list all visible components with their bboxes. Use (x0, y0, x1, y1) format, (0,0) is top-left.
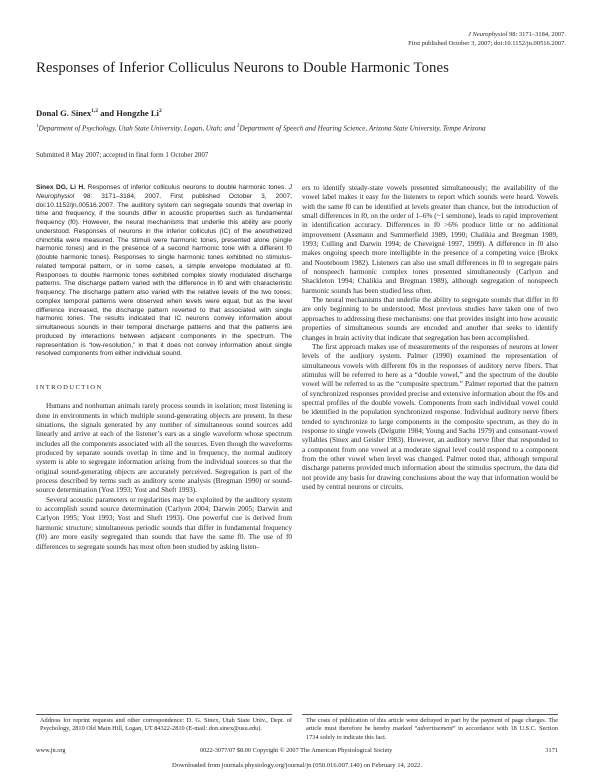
abstract-body: The auditory system can segregate sounds that overlap in time and frequency, if the sounds differ in acoustic properties such as fundamental frequency (f0). However, the neural mechanisms that underlie this ability are poorly understood. Responses of neurons in the inferior colliculus (IC) of the anesthetized chinchilla were measured. The stimuli were harmonic tones, presented alone (single harmonic tones) and in the presence of a second harmonic tone with a different f0 (double harmonic tones). Responses to single harmonic tones exhibited no stimulus-related temporal pattern, or in some cases, a simple envelope modulated at f0. Responses to double harmonic tones exhibited complex slowly modulated discharge patterns. The discharge pattern varied with the difference in f0 and with characteristic frequency. The discharge pattern also varied with the relative levels of the two tones; complex temporal patterns were observed when levels were equal, but as the level difference increased, the discharge pattern reverted to that associated with single harmonic tones. The results indicated that IC neurons convey information about simultaneous sounds in their temporal discharge patterns and that the patterns are produced by interactions between adjacent components in the spectrum. The representation is “low-resolution,” in that it does not convey information about single resolved components from either individual sound. (36, 201, 292, 358)
affiliation-text: Department of Psychology, Utah State University, Logan, Utah; and (38, 124, 236, 133)
body-paragraph: Humans and nonhuman animals rarely process sounds in isolation; most listening is done in environments in which multiple sound-generating objects are present. In these situations, the signals generated by any number of simultaneous sound sources add linearly and arrive at each of the listener’s ears as a single waveform whose spectrum includes all the components associated with all the sources. Even though the waveforms produced by separate sounds overlap in time and in frequency, the normal auditory system is able to segregate information arising from the individual sources so that the original sound-generating objects are accurately perceived. Segregation is part of the process described by terms such as auditory scene analysis (Bregman 1990) or sound-source determination (Yost 1993; Yost and Sheft 1993). (36, 402, 292, 495)
first-published-line: First published October 3, 2007; doi:10.1152/jn.00516.2007. (408, 39, 566, 47)
left-column (36, 184, 292, 552)
body-paragraph: ers to identify steady-state vowels presented simultaneously; the availability of the vowel label makes it easy for the listeners to report which sounds were heard. Vowels with the same f0 can be identified at levels greater than chance, but the introduction of small differences in f0, on the order of 1–6% (~1 semitone), leads to rapid improvement in identification accuracy. Differences in f0 >6% produce little or no additional improvement (Assmann and Summerfield 1989, 1990; Chalikia and Bregman 1989, 1993; Culling and Darwin 1994; de Cheveigné 1997, 1999). A difference in f0 also makes ongoing speech more intelligible in the presence of a competing voice (Brokx and Nooteboom 1982). Listeners can also use small differences in f0 to segregate pairs of nonspeech harmonic complex tones presented simultaneously (Carlyon and Shackleton 1994; Chalikia and Bregman 1989), although segregation of nonspeech harmonic sounds has been studied less often. (302, 184, 558, 295)
journal-name: J Neurophysiol (468, 31, 508, 38)
page-number: 3171 (545, 747, 558, 754)
footnote-divider (302, 714, 558, 715)
abstract-title-ref: Responses of inferior colliculus neurons to double harmonic tones. (87, 184, 287, 191)
author-name: Hongzhe Li (116, 108, 159, 118)
author-list (36, 108, 162, 118)
affiliation-text: Department of Speech and Hearing Science, Arizona State University, Tempe Arizona (239, 124, 486, 133)
journal-url: www.jn.org (36, 747, 66, 754)
affiliation-marker: 2 (236, 124, 240, 129)
body-paragraph: The first approach makes use of measurements of the responses of neurons at lower levels of the auditory system. Palmer (1990) examined the representation of simultaneous vowels with different f0s in the responses of auditory nerve fibers. That stimulus will be referred to here as a “double vowel,” and the spectrum of the double vowel will be referred to as the “composite spectrum.” Palmer reported that the pattern of synchronized responses provided precise and extensive information about the f0s and spectral profiles of the double vowels. Components from each individual vowel could be identified in the population synchronized response. Individual auditory nerve fibers tended to synchronize to large components in the composite spectrum, as they do in response to single vowels (Delgutte 1984; Young and Sachs 1979) and consonant-vowel syllables (Sinex and Geisler 1983). However, an auditory nerve fiber that responded to a component from one vowel at a moderate signal level could respond to a component from the other vowel when level was changed. Palmer noted that, although temporal discharge patterns provided much information about the stimulus spectrum, the data did not provide any basis for drawing conclusions about the way that information would be used by central neurons or circuits. (302, 342, 558, 491)
abstract-citation: 98: 3171–3184, 2007. First published October 3, 2007; doi:10.1152/jn.00516.2007. (36, 192, 292, 209)
body-paragraph: The neural mechanisms that underlie the ability to segregate sounds that differ in f0 are only beginning to be understood. Most previous studies have taken one of two approaches to addressing these mechanisms: one that provides insight into how acoustic properties of simultaneous sounds are encoded and another that seeks to identify changes in brain activity that indicate that segregation has been accomplished. (302, 296, 558, 342)
footnote-advertisement: advertisement (417, 725, 453, 733)
right-column (302, 184, 558, 492)
author-superscript: 1,2 (91, 108, 99, 115)
section-heading-introduction: INTRODUCTION (36, 384, 103, 391)
correspondence-footnote: Address for reprint requests and other correspondence: D. G. Sinex, Utah State Univ., Dept. of Psychology, 2810 Old Main Hill, Logan, UT 84322-2810 (E-mail: don.sinex@usu.edu). (40, 717, 292, 733)
page-charge-footnote (306, 717, 558, 742)
journal-citation: 98: 3171–3184, 2007. (508, 31, 566, 38)
abstract-journal: J Neurophysiol (36, 184, 292, 200)
submission-dates: Submitted 8 May 2007; accepted in final form 1 October 2007 (36, 152, 209, 159)
author-superscript: 2 (158, 108, 162, 115)
footnote-divider (36, 714, 292, 715)
copyright-line: 0022-3077/07 $8.00 Copyright © 2007 The American Physiological Society (200, 747, 393, 754)
affiliations (36, 122, 526, 134)
journal-header (408, 31, 566, 48)
footnote-text: ” in accordance with 18 U.S.C. Section 1734 solely to indicate this fact. (306, 725, 558, 741)
footnote-text: The costs of publication of this article were defrayed in part by the payment of page charges. The article must therefore be hereby marked “ (306, 717, 558, 733)
download-notice: Downloaded from journals.physiology.org/journal/jn (050.016.007.140) on February 14, 2022. (172, 762, 422, 769)
abstract (36, 184, 292, 359)
body-paragraph: Several acoustic parameters or regularities may be exploited by the auditory system to accomplish sound source determination (Carlyon 2004; Darwin 2005; Darwin and Carlyon 1995; Yost 1993; Yost and Sheft 1993). One powerful cue is derived from harmonic structure; simultaneous periodic sounds that differ in fundamental frequency (f0) are more easily segregated than sounds that have the same f0. The use of f0 differences to segregate sounds has most often been studied by asking listen- (36, 495, 292, 551)
paper-title: Responses of Inferior Colliculus Neurons to Double Harmonic Tones (36, 60, 449, 76)
affiliation-marker: 1 (36, 124, 39, 129)
abstract-lead: Sinex DG, Li H. (36, 184, 86, 191)
author-conjunction: and (100, 108, 115, 118)
author-name: Donal G. Sinex (36, 108, 92, 118)
